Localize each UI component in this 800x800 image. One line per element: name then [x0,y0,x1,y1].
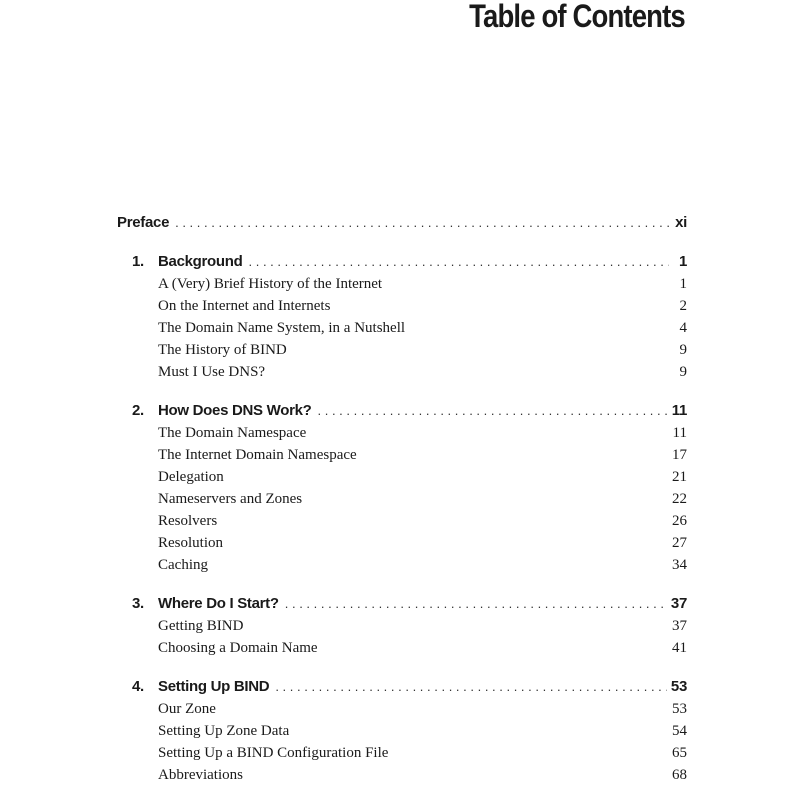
section-page: 54 [672,723,687,739]
section-title: The Domain Name System, in a Nutshell [158,320,406,336]
toc-section-row[interactable] [117,698,687,720]
toc-section-row[interactable] [117,720,687,742]
dot-leader [175,212,669,234]
section-title: The Domain Namespace [158,425,307,441]
section-title: Setting Up Zone Data [158,723,290,739]
toc-chapter [117,593,687,659]
toc-chapter-row[interactable] [117,400,687,422]
section-title: Resolvers [158,513,218,529]
toc-section-row[interactable] [117,637,687,659]
toc-preface-page: xi [675,214,687,231]
section-page: 2 [679,298,687,314]
toc-section-row[interactable] [117,422,687,444]
section-page: 22 [672,491,687,507]
section-title: Caching [158,557,208,573]
section-title: Delegation [158,469,224,485]
toc-section-row[interactable] [117,466,687,488]
toc-section-row[interactable] [117,554,687,576]
chapter-number: 3. [132,595,144,612]
section-page: 9 [679,342,687,358]
section-page: 11 [672,425,687,441]
dot-leader [318,400,668,422]
section-page: 41 [672,640,687,656]
chapter-page: 53 [670,678,687,695]
section-title: Choosing a Domain Name [158,640,318,656]
section-title: Setting Up a BIND Configuration File [158,745,389,761]
section-title: The History of BIND [158,342,287,358]
section-page: 9 [679,364,687,380]
chapter-title: Background [158,253,243,270]
section-title: Resolution [158,535,224,551]
toc-chapter [117,251,687,383]
chapter-number: 1. [132,253,144,270]
section-title: Our Zone [158,701,216,717]
chapter-title: Where Do I Start? [158,595,279,612]
toc-section-row[interactable] [117,532,687,554]
section-page: 37 [672,618,687,634]
section-title: A (Very) Brief History of the Internet [158,276,383,292]
section-page: 1 [679,276,687,292]
chapter-page: 37 [670,595,687,612]
chapter-title: Setting Up BIND [158,678,270,695]
section-page: 65 [672,745,687,761]
section-page: 27 [672,535,687,551]
toc-section-row[interactable] [117,615,687,637]
section-page: 68 [672,767,687,783]
toc-chapter-row[interactable] [117,251,687,273]
chapter-title: How Does DNS Work? [158,402,312,419]
section-title: Getting BIND [158,618,244,634]
section-page: 26 [672,513,687,529]
section-title: The Internet Domain Namespace [158,447,357,463]
chapter-number: 2. [132,402,144,419]
toc-section-row[interactable] [117,510,687,532]
toc-section-row[interactable] [117,317,687,339]
toc-section-row[interactable] [117,764,687,786]
toc-list [117,212,687,800]
toc-chapter-row[interactable] [117,676,687,698]
dot-leader [249,251,669,273]
toc-section-row[interactable] [117,742,687,764]
section-page: 4 [679,320,687,336]
section-title: On the Internet and Internets [158,298,331,314]
section-page: 34 [672,557,687,573]
page-title: Table of Contents [469,0,685,34]
toc-section-row[interactable] [117,488,687,510]
toc-chapter [117,676,687,786]
section-page: 21 [672,469,687,485]
chapter-page: 11 [671,402,687,419]
section-page: 17 [672,447,687,463]
toc-chapter-row[interactable] [117,593,687,615]
section-title: Abbreviations [158,767,243,783]
toc-section-row[interactable] [117,444,687,466]
toc-section-row[interactable] [117,339,687,361]
dot-leader [285,593,667,615]
section-page: 53 [672,701,687,717]
section-title: Nameservers and Zones [158,491,303,507]
toc-preface-label: Preface [117,214,170,231]
toc-section-row[interactable] [117,361,687,383]
dot-leader [275,676,667,698]
toc-section-row[interactable] [117,273,687,295]
toc-section-row[interactable] [117,295,687,317]
section-title: Must I Use DNS? [158,364,266,380]
chapter-page: 1 [678,253,687,270]
chapter-number: 4. [132,678,144,695]
toc-preface-row[interactable] [117,212,687,234]
toc-chapter [117,400,687,576]
